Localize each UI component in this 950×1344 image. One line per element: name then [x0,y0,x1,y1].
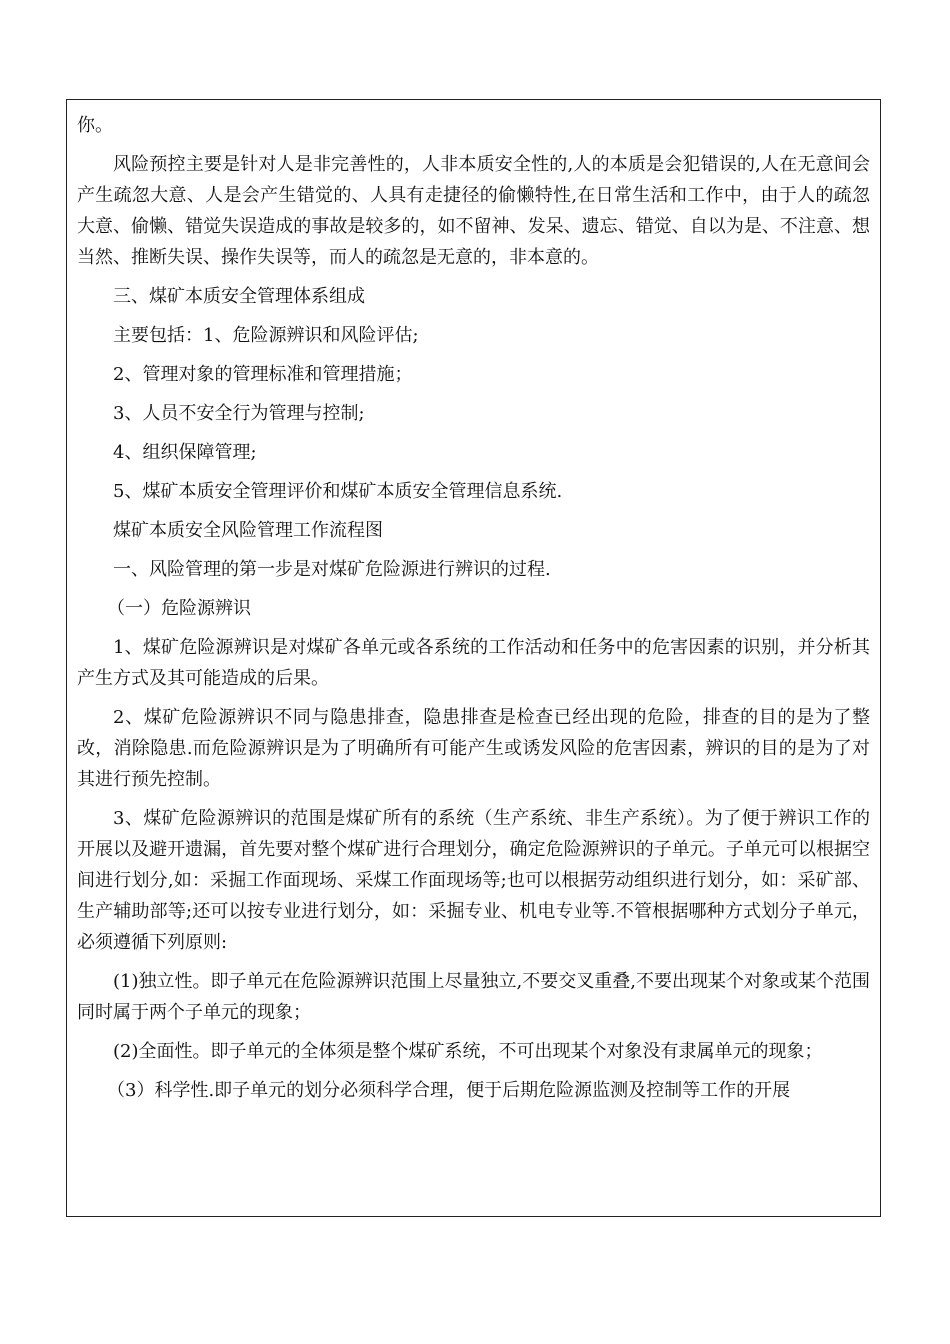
list-item-5: 5、煤矿本质安全管理评价和煤矿本质安全管理信息系统. [113,481,563,502]
principle-scientific: （3）科学性.即子单元的划分必须科学合理，便于后期危险源监测及控制等工作的开展 [107,1080,791,1101]
paragraph-item-2: 2、煤矿危险源辨识不同与隐患排查，隐患排查是检查已经出现的危险，排查的目的是为了整改，消除隐患.而危险源辨识是为了明确所有可能产生或诱发风险的危害因素，辨识的目的是为了对其进行预先控制。 [77,707,870,790]
paragraph-continuation: 你。 [77,115,113,136]
list-intro-main-items: 主要包括：1、危险源辨识和风险评估; [113,325,419,346]
principle-independence: (1)独立性。即子单元在危险源辨识范围上尽量独立,不要交叉重叠,不要出现某个对象或某个范围同时属于两个子单元的现象； [77,971,870,1023]
list-item-3: 3、人员不安全行为管理与控制; [113,403,365,424]
paragraph-item-3: 3、煤矿危险源辨识的范围是煤矿所有的系统（生产系统、非生产系统）。为了便于辨识工作的开展以及避开遗漏，首先要对整个煤矿进行合理划分，确定危险源辨识的子单元。子单元可以根据空间进行划分,如：采掘工作面现场、采煤工作面现场等;也可以根据劳动组织进行划分，如：采矿部、生产辅助部等;还可以按专业进行划分，如：采掘专业、机电专业等.不管根据哪种方式划分子单元，必须遵循下列原则: [77,808,870,953]
list-item-2: 2、管理对象的管理标准和管理措施； [113,364,413,385]
paragraph-risk-control: 风险预控主要是针对人是非完善性的，人非本质安全性的,人的本质是会犯错误的,人在无意间会产生疏忽大意、人是会产生错觉的、人具有走捷径的偷懒特性,在日常生活和工作中，由于人的疏忽大意、偷懒、错觉失误造成的事故是较多的，如不留神、发呆、遗忘、错觉、自以为是、不注意、想当然、推断失误、操作失误等，而人的疏忽是无意的，非本意的。 [77,154,870,268]
paragraph-item-1: 1、煤矿危险源辨识是对煤矿各单元或各系统的工作活动和任务中的危害因素的识别，并分析其产生方式及其可能造成的后果。 [77,637,870,689]
list-item-4: 4、组织保障管理; [113,442,257,463]
section-heading-system-composition: 三、煤矿本质安全管理体系组成 [113,286,365,307]
principle-completeness: (2)全面性。即子单元的全体须是整个煤矿系统，不可出现某个对象没有隶属单元的现象； [113,1041,823,1062]
subsection-heading-hazard-identification: （一）危险源辨识 [107,598,251,619]
flowchart-title: 煤矿本质安全风险管理工作流程图 [113,520,383,541]
document-frame [66,99,881,1217]
section-heading-step-one: 一、风险管理的第一步是对煤矿危险源进行辨识的过程. [113,559,551,580]
